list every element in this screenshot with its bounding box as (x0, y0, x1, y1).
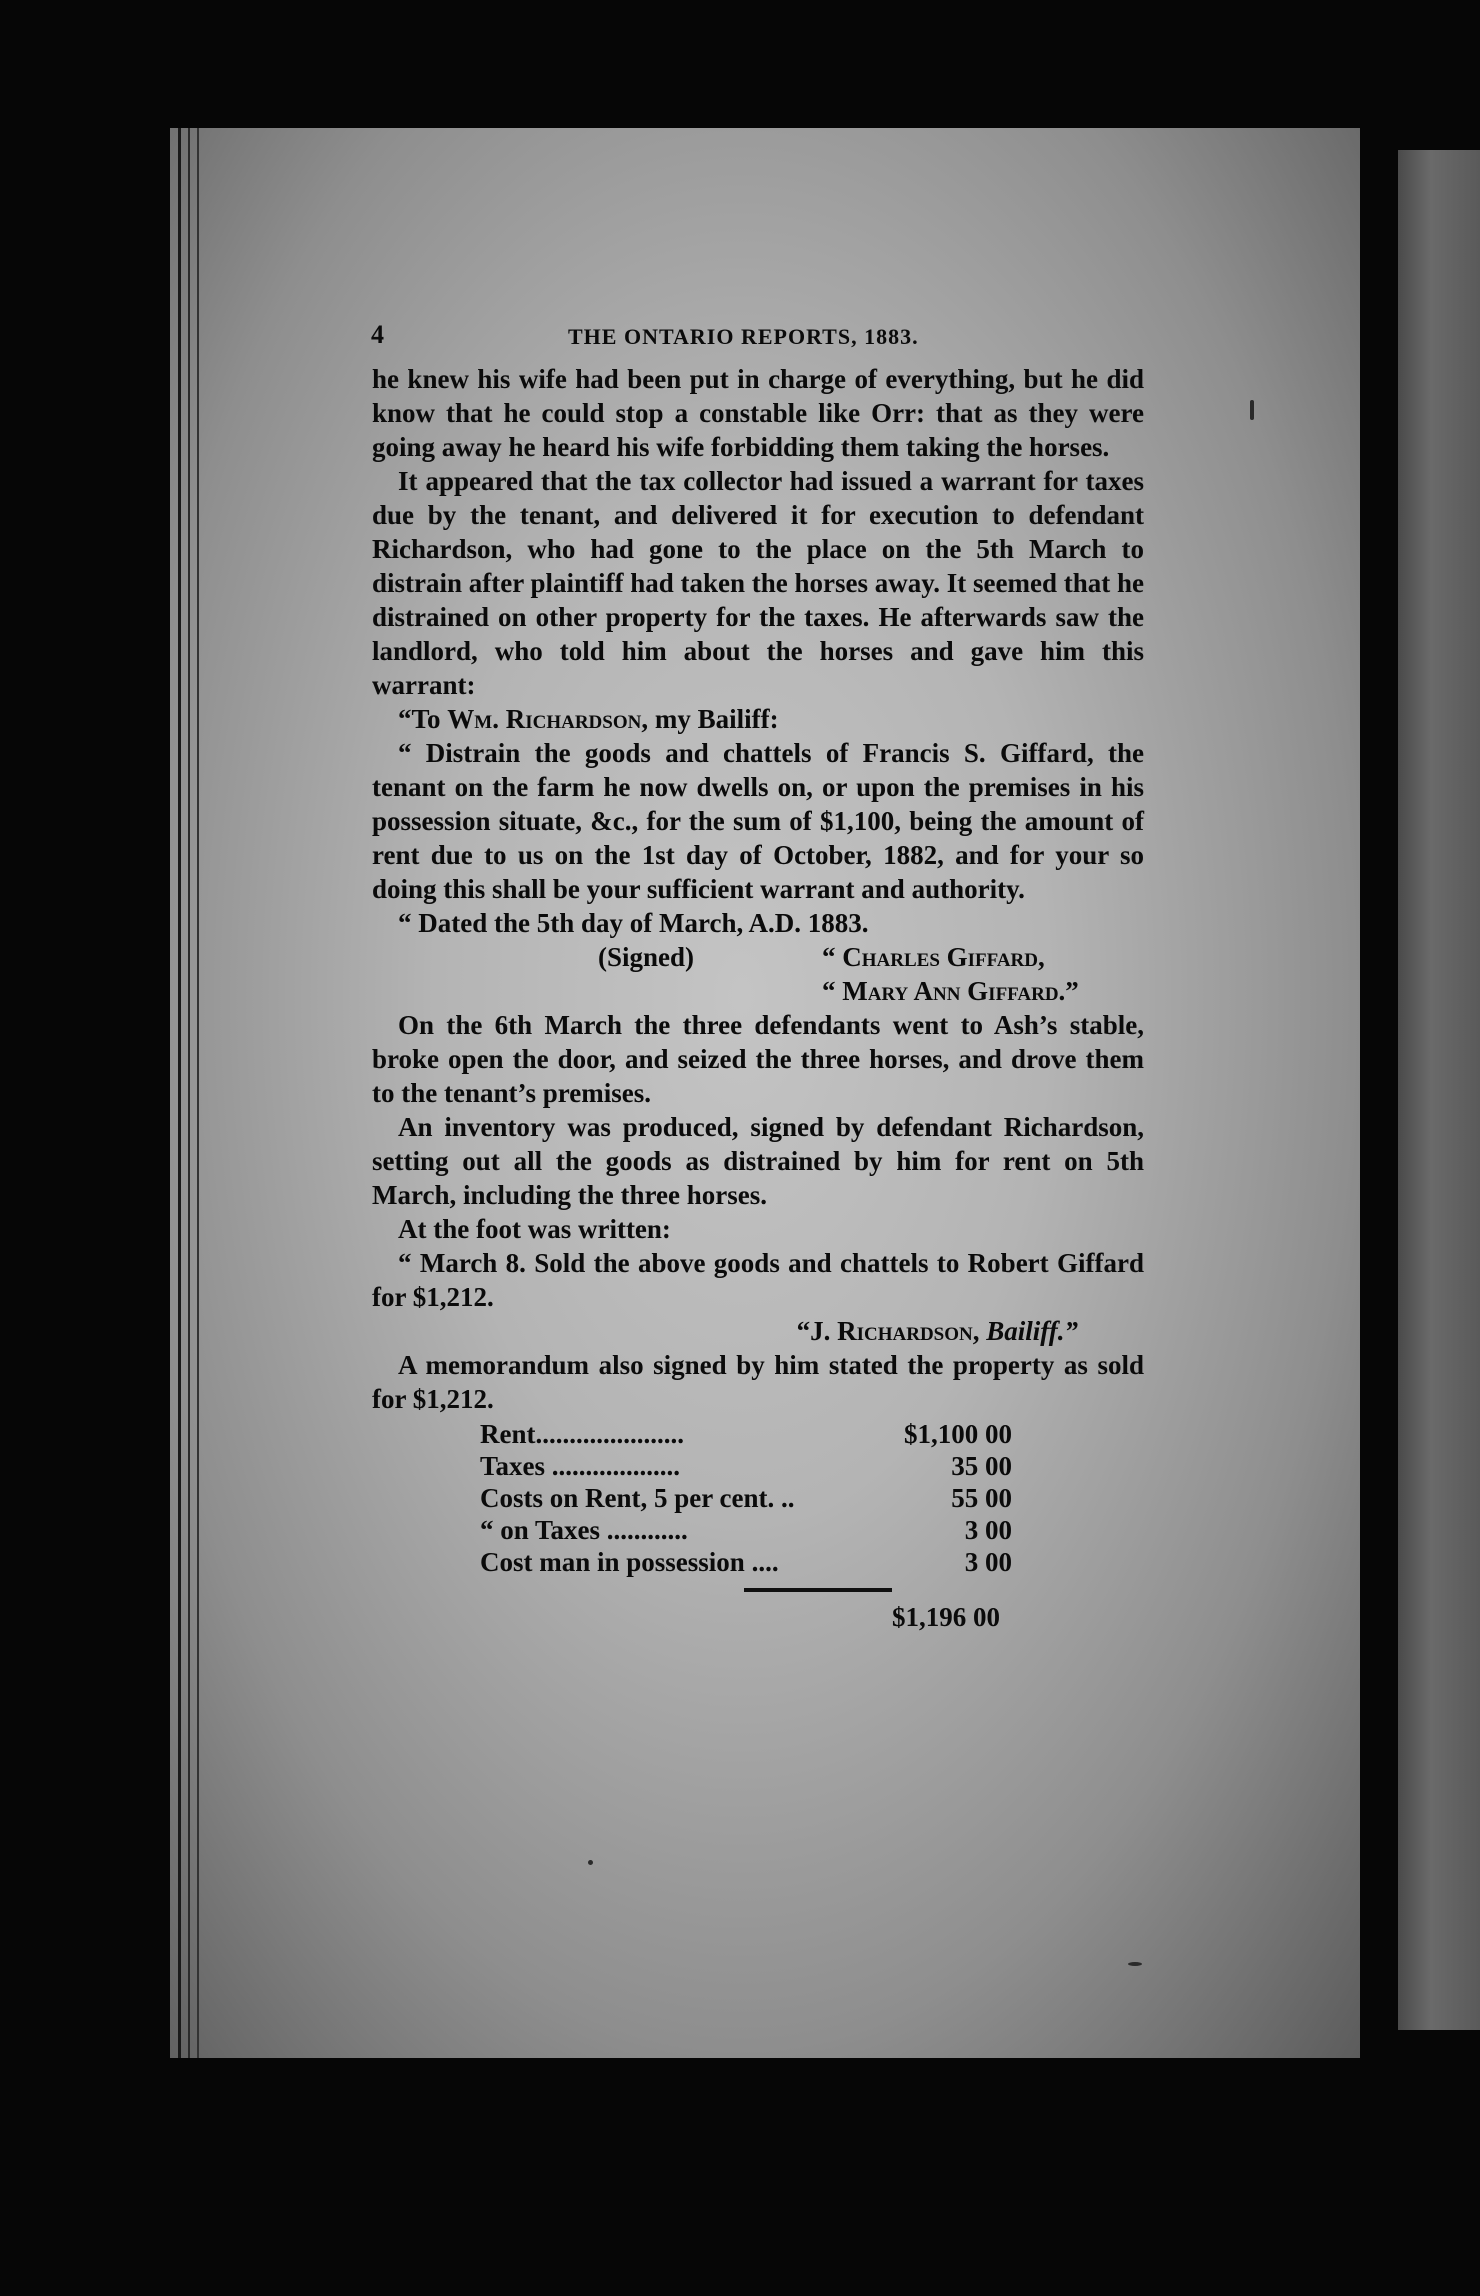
warrant-body: “ Distrain the goods and chattels of Francis S. Giffard, the tenant on the farm he now dwells on, or upon the premises in his possession situate, &c., for the sum of $1,100, being the amount of rent due to us on the 1st day of October, 1882, and for your so doing this shall be your sufficient warrant and authority. (372, 738, 1144, 904)
account-ledger (480, 1418, 1012, 1578)
print-speck (588, 1860, 593, 1865)
bailiff-name: Wm. Richardson (447, 704, 642, 734)
ledger-total-rule (744, 1588, 892, 1592)
bailiff-signature (372, 1314, 1144, 1348)
warrant-address (372, 702, 1144, 736)
signature-block (372, 940, 1144, 1008)
ledger-total: $1,196 00 (892, 1602, 1000, 1632)
bailiff-signer-name: Richardson (837, 1316, 973, 1346)
spine-line (178, 128, 181, 2058)
warrant-address-prefix: “To (398, 704, 448, 734)
print-speck (1250, 400, 1254, 420)
ledger-item: Costs on Rent, 5 per cent. .. (480, 1483, 795, 1513)
ledger-amount: 35 00 (951, 1451, 1012, 1481)
ledger-amount: 3 00 (964, 1515, 1012, 1545)
bailiff-title: Bailiff.” (986, 1316, 1078, 1346)
spine-line (197, 128, 199, 2058)
ledger-row (480, 1482, 1012, 1514)
print-speck (1128, 1962, 1142, 1966)
running-head: THE ONTARIO REPORTS, 1883. (568, 324, 919, 349)
ledger-row (480, 1546, 1012, 1578)
page-text (372, 318, 1144, 1634)
signer-mary-ann: “ Mary Ann Giffard.” (822, 976, 1079, 1006)
paragraph: An inventory was produced, signed by defendant Richardson, setting out all the goods as distrained by him for rent on 5th March, including the three horses. (372, 1112, 1144, 1210)
ledger-amount: 55 00 (951, 1483, 1012, 1513)
page-number: 4 (371, 320, 385, 349)
next-page-edge (1398, 150, 1480, 2030)
ledger-item: “ on Taxes ............ (480, 1515, 688, 1545)
bailiff-prefix: “J. (796, 1316, 838, 1346)
ledger-item: Rent...................... (480, 1419, 684, 1449)
signed-label: (Signed) (598, 942, 695, 972)
signer-charles: “ Charles Giffard, (822, 942, 1045, 972)
ledger-item: Taxes ................... (480, 1451, 681, 1481)
ledger-row (480, 1514, 1012, 1546)
warrant-date: “ Dated the 5th day of March, A.D. 1883. (398, 908, 869, 938)
warrant-address-suffix: , my Bailiff: (641, 704, 779, 734)
paragraph: he knew his wife had been put in charge of everything, but he did know that he could stop a constable like Orr: that as they were going away he heard his wife forbidding them taking the horses. (372, 364, 1144, 462)
ledger-amount: 3 00 (964, 1547, 1012, 1577)
spine-line (188, 128, 190, 2058)
ledger-row (480, 1450, 1012, 1482)
ledger-row (480, 1418, 1012, 1450)
paragraph: It appeared that the tax collector had issued a warrant for taxes due by the tenant, and delivered it for execution to defendant Richardson, who had gone to the place on the 5th March to distrain after plaintiff had taken the horses away. It seemed that he distrained on other property for the taxes. He afterwards saw the landlord, who told him about the horses and gave him this warrant: (372, 466, 1144, 700)
paragraph: At the foot was written: (398, 1214, 671, 1244)
page-header (372, 318, 1144, 362)
bailiff-separator: , (972, 1316, 987, 1346)
ledger-amount: $1,100 00 (904, 1419, 1012, 1449)
ledger-item: Cost man in possession .... (480, 1547, 779, 1577)
paragraph: On the 6th March the three defendants went to Ash’s stable, broke open the door, and seized the three horses, and drove them to the tenant’s premises. (372, 1010, 1144, 1108)
paragraph: A memorandum also signed by him stated the property as sold for $1,212. (372, 1350, 1144, 1414)
sale-note: “ March 8. Sold the above goods and chattels to Robert Giffard for $1,212. (372, 1248, 1144, 1312)
